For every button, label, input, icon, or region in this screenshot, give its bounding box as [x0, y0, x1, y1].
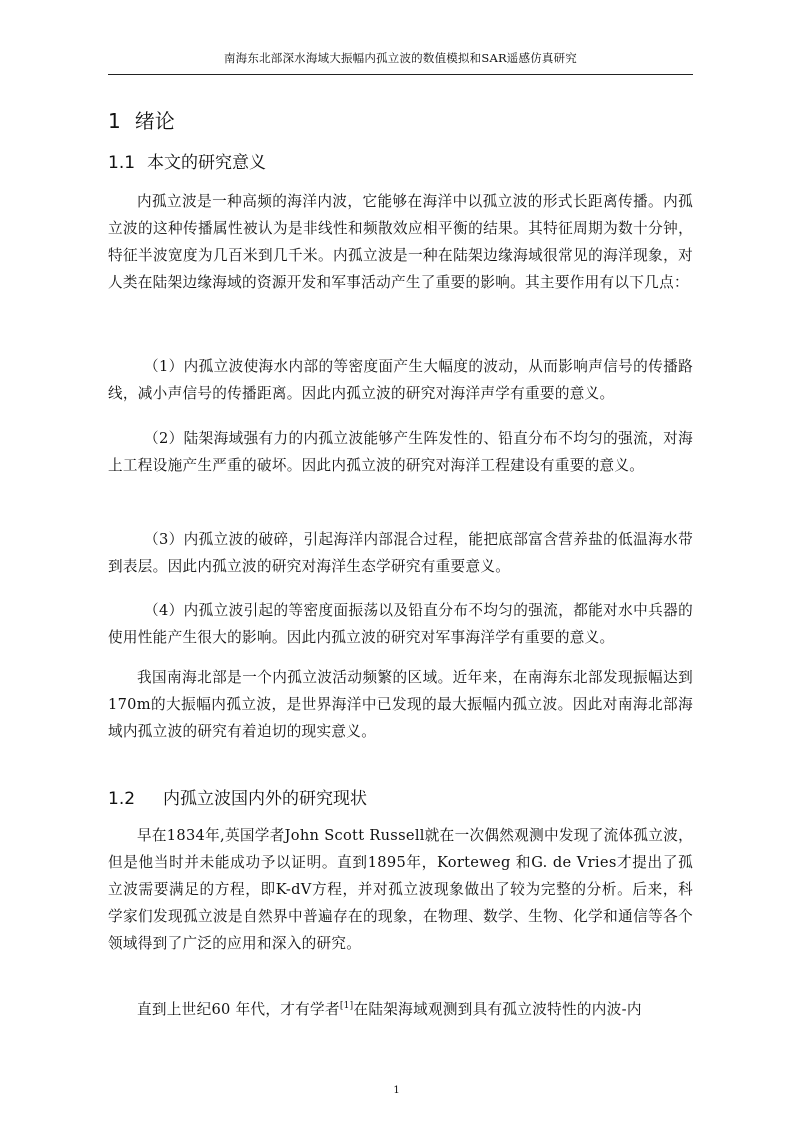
paragraph-point-2: （2）陆架海域强有力的内孤立波能够产生阵发性的、铅直分布不均匀的强流，对海上工程设施产生严重的破坏。因此内孤立波的研究对海洋工程建设有重要的意义。: [108, 430, 693, 474]
section-title: 本文的研究意义: [147, 153, 267, 173]
paragraph-intro: 内孤立波是一种高频的海洋内波，它能够在海洋中以孤立波的形式长距离传播。内孤立波的这种传播属性被认为是非线性和频散效应相平衡的结果。其特征周期为数十分钟，特征半波宽度为几百米到几千米。内孤立波是一种在陆架边缘海域很常见的海洋现象，对人类在陆架边缘海域的资源开发和军事活动产生了重要的影响。其主要作用有以下几点：: [108, 193, 693, 291]
paragraph-south-china-sea: 我国南海北部是一个内孤立波活动频繁的区域。近年来，在南海东北部发现振幅达到170m的大振幅内孤立波，是世界海洋中已发现的最大振幅内孤立波。因此对南海北部海域内孤立波的研究有着迫切的现实意义。: [108, 669, 693, 740]
section-heading-1-1: [108, 148, 266, 173]
page-number: 1: [393, 1085, 400, 1096]
paragraph-history: 早在1834年,英国学者John Scott Russell就在一次偶然观测中发现了流体孤立波，但是他当时并未能成功予以证明。直到1895年，Korteweg 和G. de Vries才提出了孤立波需要满足的方程，即K-dV方程，并对孤立波现象做出了较为完整的分析。后来，科学家们发现孤立波是自然界中普遍存在的现象，在物理、数学、生物、化学和通信等各个领域得到了广泛的应用和深入的研究。: [108, 827, 693, 952]
paragraph-point-3: （3）内孤立波的破碎，引起海洋内部混合过程，能把底部富含营养盐的低温海水带到表层。因此内孤立波的研究对海洋生态学研究有重要意义。: [108, 531, 693, 575]
section-number: 1.1: [108, 153, 136, 173]
chapter-title: 绪论: [134, 109, 175, 133]
chapter-heading: [108, 105, 175, 134]
running-header: 南海东北部深水海域大振幅内孤立波的数值模拟和SAR遥感仿真研究: [223, 51, 578, 65]
paragraph-text: 直到上世纪60 年代，才有学者: [137, 1001, 340, 1018]
citation-ref[interactable]: [1]: [339, 1001, 354, 1012]
section-title: 内孤立波国内外的研究现状: [163, 789, 368, 809]
chapter-number: 1: [108, 109, 121, 133]
section-number: 1.2: [108, 789, 136, 809]
section-heading-1-2: [108, 784, 367, 809]
paragraph-point-4: （4）内孤立波引起的等密度面振荡以及铅直分布不均匀的强流，都能对水中兵器的使用性能产生很大的影响。因此内孤立波的研究对军事海洋学有重要的意义。: [108, 602, 693, 646]
paragraph-text: 在陆架海域观测到具有孤立波特性的内波-内: [353, 1001, 642, 1018]
paragraph-observation: [108, 996, 693, 1023]
header-rule: [108, 74, 693, 75]
paragraph-point-1: （1）内孤立波使海水内部的等密度面产生大幅度的波动，从而影响声信号的传播路线，减小声信号的传播距离。因此内孤立波的研究对海洋声学有重要的意义。: [108, 358, 693, 402]
